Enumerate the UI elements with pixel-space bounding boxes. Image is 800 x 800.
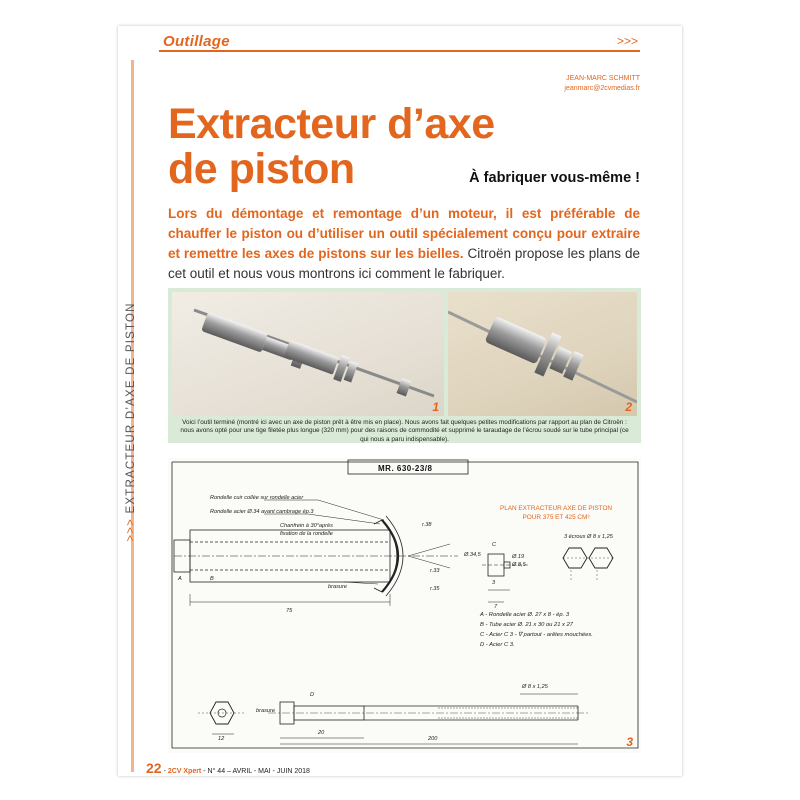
dim-200: 200 (428, 736, 438, 742)
technical-drawing-lines (168, 458, 641, 753)
drawing-reference: MR. 630-23/8 (378, 464, 433, 473)
tool-photo-2-image (448, 292, 637, 416)
author-email: jeanmarc@2cvmedias.fr (564, 85, 640, 92)
label-part-b: B (210, 576, 214, 582)
label-rondelle-cuir: Rondelle cuir collée sur rondelle acier (210, 495, 304, 501)
technical-drawing (168, 458, 641, 753)
dim-34-5: Ø.34,5 (464, 552, 481, 558)
lead-paragraph (168, 204, 640, 284)
dim-3: 3 (492, 580, 496, 586)
dim-75: 75 (286, 608, 293, 614)
lead-rest: Citroën propose les plans de cet outil et nous vous montrons ici comment le fabriquer. (168, 246, 641, 281)
label-chanfrein-2: fixation de la rondelle (280, 531, 333, 537)
sidebar-arrows: >>> (125, 517, 137, 542)
dim-r33: r.33 (430, 568, 440, 574)
plan-title-line-1: PLAN EXTRACTEUR AXE DE PISTON (499, 505, 613, 512)
page-footer: 22 - 2CV Xpert - N° 44 – AVRIL - MAI - JUIN 2018 (146, 760, 310, 776)
photo-1-number: 1 (432, 400, 439, 414)
photo-caption: Voici l’outil terminé (montré ici avec un axe de piston prêt à être mis en place). Nous avons fait quelques petites modifications par rapport au plan de Citroën : nous avons opté pour une tige filetée plus longue (320 mm) pour des raisons de commodité et supprimé le taraudage de l’écrou soudé sur le tube principal (ce qui nous a paru indispensable). (180, 419, 629, 443)
photo-panel (168, 288, 641, 443)
label-brasure-2: brasure (256, 708, 275, 714)
photo-2-number: 2 (625, 400, 632, 414)
label-chanfrein-1: Chanfrein à 30°après (280, 523, 333, 529)
dim-19: Ø.19 (512, 554, 525, 560)
parts-list-item: C - Acier C 3 - ∇ partout - arêtes mouchées. (480, 632, 593, 638)
section-header (159, 32, 640, 52)
dim-r35: r.35 (430, 586, 440, 592)
parts-list-item: A - Rondelle acier Ø. 27 x 8 - ép. 3 (480, 612, 570, 618)
drawing-number: 3 (626, 735, 633, 749)
author-block (564, 74, 640, 94)
plan-title-line-2: POUR 375 ET 425 CM³ (522, 514, 590, 521)
magazine-page (118, 26, 682, 776)
label-part-d: D (310, 692, 315, 698)
dim-20: 20 (318, 730, 325, 736)
sidebar-title: EXTRACTEUR D’AXE DE PISTON (125, 302, 137, 514)
title-line-2: de piston (168, 145, 355, 193)
dim-r38: r.38 (422, 522, 432, 528)
lead-highlight: Lors du démontage et remontage d’un moteur, il est préférable de chauffer le piston ou d’utiliser un outil spécialement conçu pour extraire et remettre les axes de pistons sur les bielles. (168, 206, 640, 261)
article-subtitle: À fabriquer vous-même ! (469, 170, 640, 186)
thread-label: Ø 8 x 1,25 (522, 684, 548, 690)
photo-2 (448, 292, 637, 416)
photo-1 (172, 292, 444, 416)
magazine-name: 2CV Xpert (167, 768, 202, 775)
dim-12: 12 (218, 736, 225, 742)
author-name: JEAN-MARC SCHMITT (566, 75, 640, 82)
label-brasure: brasure (328, 584, 347, 590)
issue-info: - N° 44 – AVRIL - MAI - JUIN 2018 (203, 768, 310, 775)
section-arrows: >>> (616, 34, 638, 48)
label-part-c: C (492, 542, 497, 548)
dim-7: 7 (494, 604, 498, 610)
page-number: 22 (146, 760, 162, 776)
sidebar-label (125, 277, 137, 567)
article-title (168, 102, 495, 192)
title-line-1: Extracteur d’axe (168, 100, 495, 148)
label-part-a: A (178, 576, 182, 582)
section-title: Outillage (163, 33, 230, 50)
label-ecrous: 3 écrous Ø 8 x 1,25 (564, 534, 613, 540)
parts-list-item: D - Acier C 3. (480, 642, 515, 648)
parts-list-item: B - Tube acier Ø. 21 x 30 ou 21 x 27 (480, 622, 574, 628)
parts-list (480, 610, 593, 650)
plan-title (476, 504, 636, 522)
tool-photo-1-image (172, 292, 444, 416)
dim-8-5: Ø.8,5 (512, 562, 526, 568)
label-rondelle-acier: Rondelle acier Ø.34 avant cambrage ép.3 (210, 509, 314, 515)
